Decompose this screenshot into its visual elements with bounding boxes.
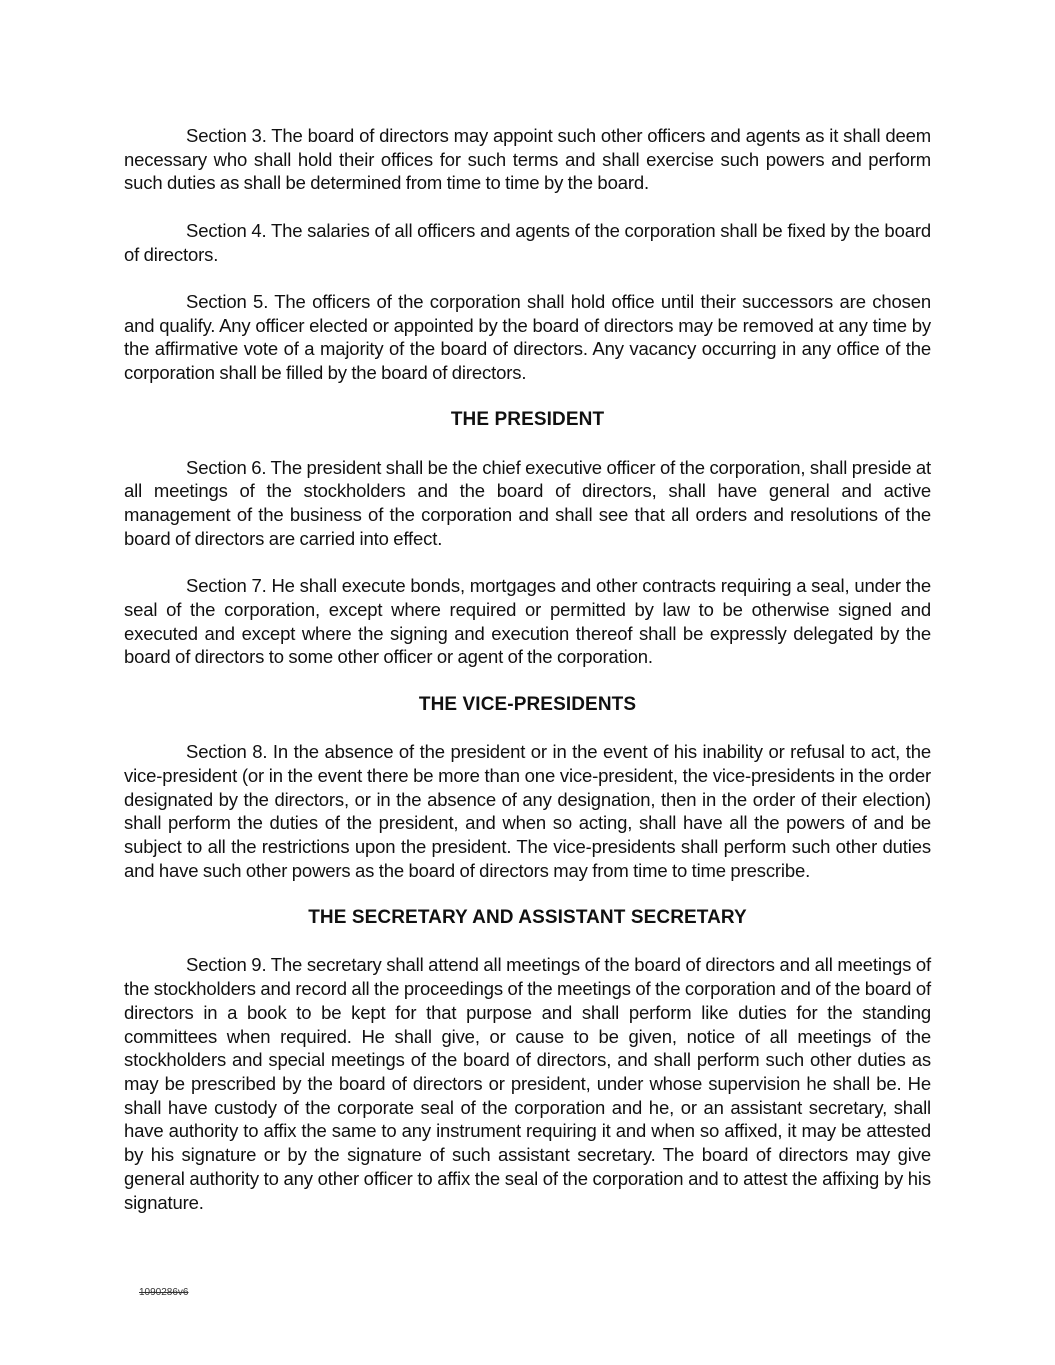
section-7-paragraph: Section 7. He shall execute bonds, mortgages and other contracts requiring a seal, under the seal of the corporation, except where required or permitted by law to be otherwise signed and executed and except where the signing and execution thereof shall be expressly delegated by the board of directors to some other officer or agent of the corporation. — [124, 575, 931, 668]
section-5-paragraph: Section 5. The officers of the corporation shall hold office until their successors are chosen and qualify. Any officer elected or appointed by the board of directors may be removed at any time by the affirmative vote of a majority of the board of directors. Any vacancy occurring in any office of the corporation shall be filled by the board of directors. — [124, 290, 931, 383]
section-4-paragraph: Section 4. The salaries of all officers and agents of the corporation shall be fixed by the board of directors. — [124, 219, 931, 265]
section-6-paragraph: Section 6. The president shall be the chief executive officer of the corporation, shall preside at all meetings of the stockholders and the board of directors, shall have general and active management of the business of the corporation and shall see that all orders and resolutions of the board of directors are carried into effect. — [124, 456, 931, 549]
document-page — [124, 124, 931, 1214]
section-3-paragraph: Section 3. The board of directors may appoint such other officers and agents as it shall deem necessary who shall hold their offices for such terms and shall exercise such powers and perform such duties as shall be determined from time to time by the board. — [124, 125, 931, 194]
section-9-paragraph: Section 9. The secretary shall attend all meetings of the board of directors and all meetings of the stockholders and record all the proceedings of the meetings of the corporation and of the board of directors in a book to be kept for that purpose and shall perform like duties for the standing committees when required. He shall give, or cause to be given, notice of all meetings of the stockholders and special meetings of the board of directors, and shall perform such other duties as may be prescribed by the board of directors or president, under whose supervision he shall be. He shall have custody of the corporate seal of the corporation and he, or an assistant secretary, shall have authority to affix the same to any instrument requiring it and when so affixed, it may be attested by his signature or by the signature of such assistant secretary. The board of directors may give general authority to any other officer to affix the seal of the corporation and to attest the affixing by his signature. — [124, 954, 931, 1213]
heading-vice-presidents: THE VICE-PRESIDENTS — [418, 693, 637, 715]
section-8-paragraph: Section 8. In the absence of the president or in the event of his inability or refusal to act, the vice-president (or in the event there be more than one vice-president, the vice-presidents in the order designated by the directors, or in the absence of any designation, then in the order of their election) shall perform the duties of the president, and when so acting, shall have all the powers of and be subject to all the restrictions upon the president. The vice-presidents shall perform such other duties and have such other powers as the board of directors may from time to time prescribe. — [124, 741, 931, 881]
document-id-footer: 1090286v6 — [139, 1287, 189, 1298]
heading-secretary: THE SECRETARY AND ASSISTANT SECRETARY — [308, 907, 747, 929]
heading-president: THE PRESIDENT — [450, 409, 605, 431]
